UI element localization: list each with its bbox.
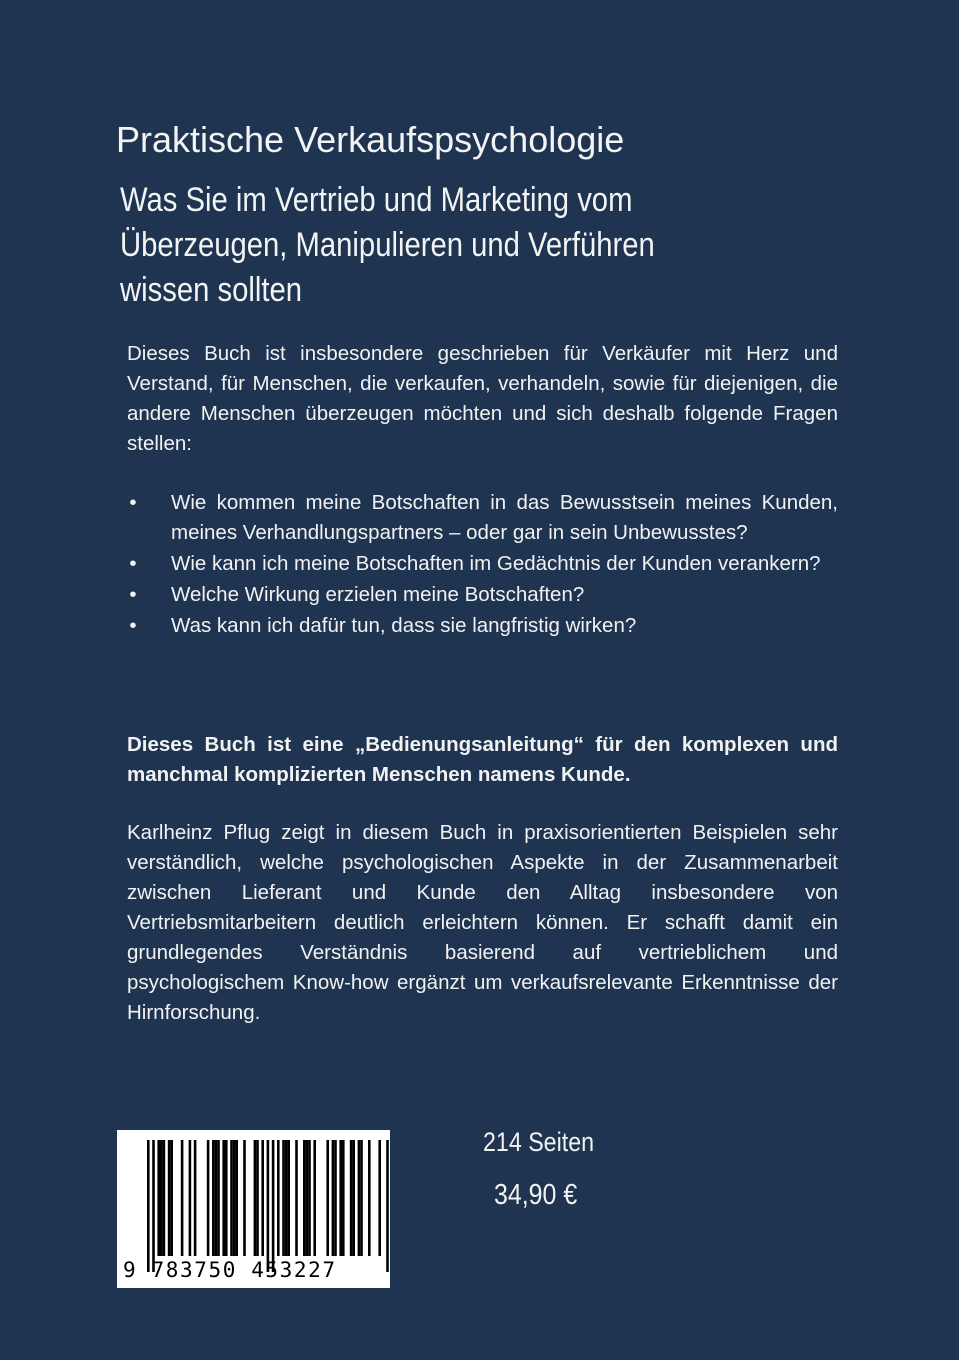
bold-statement: Dieses Buch ist eine „Bedienungsanleitung“ für den komplexen und manchmal komplizierten Menschen namens Kunde. (127, 733, 838, 786)
barcode-bar (157, 1140, 160, 1256)
barcode-bar (332, 1140, 335, 1256)
barcode-bar (230, 1140, 233, 1256)
barcode-bar (181, 1140, 184, 1256)
barcode-bar (212, 1140, 215, 1256)
author-paragraph: Karlheinz Pflug zeigt in diesem Buch in praxisorientierten Beispielen sehr verständlich, welche psychologischen Aspekte in der Zusammenarbeit zwischen Lieferant und Kunde den Alltag insbesondere von Vertriebsmitarbeitern deutlich erleichtern können. Er schafft damit ein grundlegendes Verständnis basierend auf vertrieblichem und psychologischem Know-how ergänzt um verkaufsrelevante Erkenntnisse der Hirnforschung. (127, 821, 838, 1024)
isbn-number: 9 783750 453227 (123, 1258, 337, 1282)
barcode-bar (243, 1140, 246, 1256)
question-list (127, 488, 838, 642)
barcode-bar (233, 1140, 236, 1256)
barcode-bar (168, 1140, 171, 1256)
isbn-barcode (117, 1130, 390, 1288)
price: 34,90 € (494, 1179, 578, 1211)
barcode-bar (313, 1140, 316, 1256)
barcode-bar (287, 1140, 290, 1256)
question-text: Was kann ich dafür tun, dass sie langfristig wirken? (171, 614, 637, 637)
intro-paragraph: Dieses Buch ist insbesondere geschrieben für Verkäufer mit Herz und Verstand, für Menschen, die verkaufen, verhandeln, sowie für diejenigen, die andere Menschen überzeugen möchten und sich deshalb folgende Fragen stellen: (127, 342, 838, 455)
book-subtitle (120, 178, 670, 313)
barcode-bar (217, 1140, 220, 1256)
barcode-bar (207, 1140, 210, 1256)
barcode-bar (386, 1140, 389, 1272)
barcode-bar (235, 1140, 238, 1256)
barcode-bar (358, 1140, 361, 1256)
barcode-bar (170, 1140, 173, 1256)
bullet-icon: • (129, 614, 137, 637)
barcode-bar (339, 1140, 342, 1256)
barcode-bar (261, 1140, 264, 1256)
barcode-bar (350, 1140, 353, 1256)
barcode-bar (352, 1140, 355, 1256)
barcode-bar (306, 1140, 309, 1256)
barcode-bar (285, 1140, 288, 1256)
barcode-bar (272, 1140, 275, 1272)
bullet-icon: • (129, 552, 137, 575)
question-item (127, 549, 838, 579)
barcode-bar (189, 1140, 192, 1256)
barcode-bar (326, 1140, 329, 1256)
barcode-bar (282, 1140, 285, 1256)
page-count: 214 Seiten (483, 1127, 595, 1157)
book-title: Praktische Verkaufspsychologie (116, 119, 625, 160)
barcode-bar (334, 1140, 337, 1256)
subtitle-line: Was Sie im Vertrieb und Marketing vom (120, 181, 633, 219)
barcode-bar (215, 1140, 218, 1256)
question-text: Wie kann ich meine Botschaften im Gedächtnis der Kunden verankern? (171, 552, 821, 575)
barcode-bar (194, 1140, 197, 1256)
question-text: Welche Wirkung erzielen meine Botschaften? (171, 583, 585, 606)
barcode-bar (254, 1140, 257, 1256)
barcode-bar (225, 1140, 228, 1256)
barcode-bar (295, 1140, 298, 1256)
question-item (127, 611, 838, 641)
barcode-bar (256, 1140, 259, 1256)
barcode-bar (308, 1140, 311, 1256)
barcode-bar (163, 1140, 166, 1256)
subtitle-line: wissen sollten (120, 271, 303, 309)
subtitle-line: Überzeugen, Manipulieren und Verführen (120, 226, 655, 264)
barcode-bar (160, 1140, 163, 1256)
barcode-bar (378, 1140, 381, 1256)
barcode-bar (152, 1140, 155, 1272)
bullet-icon: • (129, 491, 137, 514)
barcode-bar (342, 1140, 345, 1256)
barcode-bar (147, 1140, 150, 1272)
question-item (127, 580, 838, 610)
barcode-bar (222, 1140, 225, 1256)
barcode-bar (267, 1140, 270, 1272)
question-text: Wie kommen meine Botschaften in das Bewusstsein meines Kunden, meines Verhandlungspartners – oder gar in sein Unbewusstes? (171, 491, 838, 544)
question-item (127, 488, 838, 548)
barcode-bar (368, 1140, 371, 1256)
barcode-bar (360, 1140, 363, 1256)
barcode-bar (277, 1140, 280, 1256)
barcode-bar (303, 1140, 306, 1256)
bullet-icon: • (129, 583, 137, 606)
